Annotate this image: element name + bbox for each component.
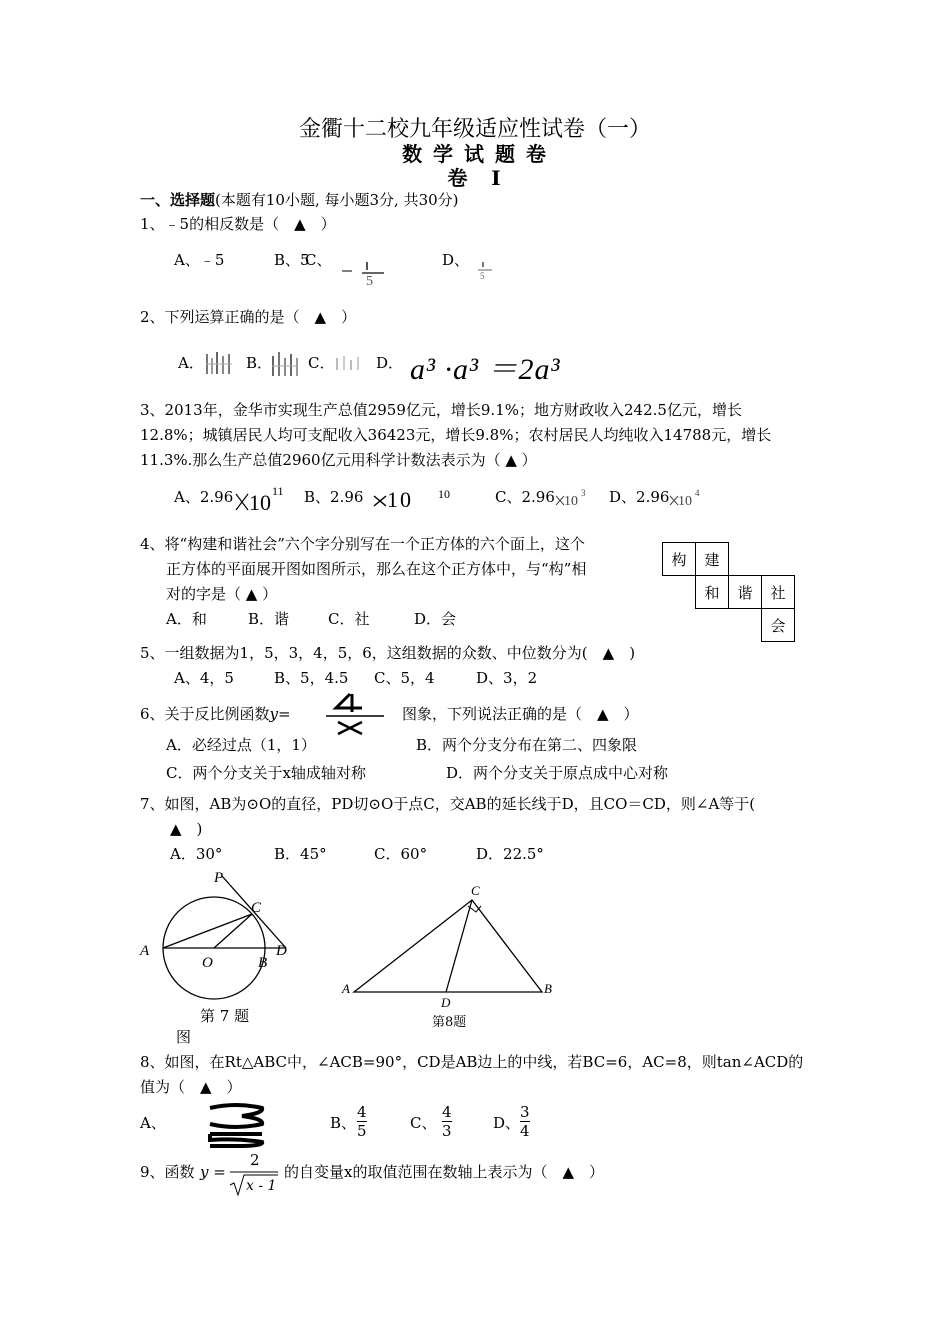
figure-8-right-triangle [330, 876, 570, 1010]
question-4-line1: 4、将“构建和谐社会”六个字分别写在一个正方体的六个面上，这个 [140, 535, 585, 553]
fig8-median-cd [446, 900, 472, 992]
q1-option-d: D、 [442, 251, 470, 269]
question-3-line3: 11.3%.那么生产总值2960亿元用科学计数法表示为（ ▲ ） [140, 451, 537, 469]
q8-option-a: A、 [140, 1114, 166, 1132]
fig8-label-b: B [544, 981, 552, 996]
q8-d-denominator: 4 [520, 1122, 530, 1140]
fig8-caption: 第8题 [432, 1015, 467, 1030]
fig7-label-c: C [251, 900, 262, 916]
question-6-stem [140, 704, 291, 724]
q2-b-formula-image [270, 350, 302, 378]
q3-option-b: B、2.96 [304, 488, 364, 506]
question-4-line3: 对的字是（ ▲ ） [166, 585, 278, 603]
question-4-line2: 正方体的平面展开图如图所示，那么在这个正方体中，与“构”相 [166, 560, 587, 578]
q8-d-fraction [520, 1103, 530, 1140]
fig7-label-o: O [202, 955, 213, 971]
svg-text:10: 10 [387, 487, 413, 512]
q5-option-d: D、3，2 [476, 669, 538, 687]
net-face-she: 社 [762, 576, 795, 609]
volume-title [0, 162, 950, 191]
section-heading [140, 190, 459, 210]
q4-option-b: B．谐 [248, 610, 290, 628]
q6-option-d: D．两个分支关于原点成中心对称 [446, 764, 669, 782]
q1-option-a: A、﹣5 [174, 251, 225, 269]
q6-option-c: C．两个分支关于x轴成轴对称 [166, 764, 366, 782]
q3-option-c: C、2.96 [495, 488, 555, 506]
q8-c-numerator: 4 [442, 1103, 452, 1121]
cube-net [662, 542, 795, 642]
svg-text:5: 5 [480, 271, 485, 280]
q2-option-d: D． [376, 354, 404, 372]
q8-c-denominator: 3 [442, 1122, 452, 1140]
question-9-pre: 9、函数 [140, 1163, 195, 1181]
net-face-he: 和 [696, 576, 729, 609]
svg-text:10: 10 [249, 490, 271, 514]
q1-option-b: B、5 [274, 251, 310, 269]
net-face-xie: 谐 [729, 576, 762, 609]
question-2-stem: 2、下列运算正确的是（ ▲ ） [140, 308, 357, 326]
q7-option-b: B．45° [274, 845, 327, 863]
q7-option-d: D．22.5° [476, 845, 544, 863]
q4-option-d: D．会 [414, 610, 457, 628]
net-face-jian: 建 [696, 543, 729, 576]
q1-d-fraction-image [474, 260, 498, 280]
question-3-line2: 12.8%；城镇居民人均可支配收入36423元，增长9.8%；农村居民人均纯收入14788元，增长 [140, 426, 772, 444]
svg-text:3: 3 [581, 488, 586, 498]
q8-b-numerator: 4 [357, 1103, 367, 1121]
subject-text: 数 学 试 题 卷 [402, 142, 548, 166]
q9-denominator: x - 1 [246, 1178, 277, 1194]
q2-a-formula-image [204, 350, 236, 378]
q3-c-sci-notation [554, 485, 596, 511]
q4-option-a: A．和 [166, 610, 207, 628]
q5-option-b: B、5，4.5 [274, 669, 349, 687]
svg-text:5: 5 [366, 274, 373, 286]
fig7-label-a: A [140, 943, 150, 959]
q3-b-sci-notation [372, 484, 468, 512]
q3-a-sci-notation [233, 480, 291, 514]
question-7-line1: 7、如图，AB为⊙O的直径，PD切⊙O于点C，交AB的延长线于D，且CO＝CD，则∠A等于( [140, 795, 756, 813]
question-5-stem: 5、一组数据为1，5，3，4，5，6，这组数据的众数、中位数分为( ▲ ) [140, 644, 636, 662]
q2-d-formula: a³ ·a³ ＝2a³ [410, 353, 561, 386]
q1-c-fraction-image [340, 258, 392, 286]
fig8-label-d: D [441, 995, 451, 1010]
q7-option-a: A．30° [170, 845, 223, 863]
question-9-post: 的自变量x的取值范围在数轴上表示为（ ▲ ） [284, 1163, 604, 1181]
q6-option-a: A．必经过点（1，1） [166, 736, 316, 754]
fig8-label-a: A [342, 981, 350, 996]
q8-option-b: B、 [330, 1114, 357, 1132]
net-face-gou: 构 [663, 543, 696, 576]
question-7-line2: ▲ ) [170, 820, 203, 838]
question-8-line2: 值为（ ▲ ） [140, 1078, 242, 1096]
q8-option-d: D、 [493, 1114, 521, 1132]
q9-y: y = [200, 1163, 226, 1181]
fig7-label-b: B [258, 955, 268, 971]
fig7-chord-ac [163, 914, 252, 948]
q8-b-fraction [357, 1103, 367, 1140]
q2-option-c: C． [308, 354, 335, 372]
q1-option-c: C、 [305, 251, 332, 269]
fig7-caption: 第 7 题 [200, 1007, 250, 1025]
q9-numerator: 2 [250, 1151, 260, 1169]
q6-option-b: B．两个分支分布在第二、四象限 [416, 736, 638, 754]
q7-option-c: C．60° [374, 845, 428, 863]
q2-option-a: A． [178, 354, 204, 372]
svg-text:10: 10 [678, 494, 692, 509]
svg-text:10: 10 [438, 487, 450, 501]
q2-option-b: B． [246, 354, 273, 372]
q8-a-fraction-image [202, 1100, 272, 1148]
q6-stem-post: 图象，下列说法正确的是（ ▲ ） [402, 705, 639, 723]
question-1-stem: 1、﹣5的相反数是（ ▲ ） [140, 215, 336, 233]
fig8-triangle [354, 900, 542, 992]
fig7-label-d: D [276, 943, 287, 959]
q6-stem-var: y= [269, 705, 291, 723]
title-text: 金衢十二校九年级适应性试卷（一） [298, 117, 651, 142]
question-8-line1: 8、如图，在Rt△ABC中，∠ACB=90°，CD是AB边上的中线，若BC=6，AC=8，则tan∠ACD的 [140, 1053, 804, 1071]
net-face-hui: 会 [762, 609, 795, 642]
q5-option-c: C、5，4 [374, 669, 435, 687]
q8-d-numerator: 3 [520, 1103, 530, 1121]
section-label: 一、选择题 [140, 191, 216, 209]
q5-option-a: A、4，5 [174, 669, 234, 687]
fig7-caption-cont: 图 [176, 1028, 192, 1046]
q8-b-denominator: 5 [357, 1122, 367, 1140]
svg-text:10: 10 [564, 494, 578, 509]
svg-text:4: 4 [695, 488, 700, 498]
q3-d-sci-notation [668, 485, 710, 511]
q2-c-formula-image [334, 354, 364, 374]
q3-option-a: A、2.96 [174, 488, 234, 506]
q3-option-d: D、2.96 [609, 488, 670, 506]
section-note: (本题有10小题, 每小题3分, 共30分) [215, 191, 459, 209]
q8-c-fraction [442, 1103, 452, 1140]
fig7-label-p: P [214, 870, 224, 886]
volume-text: 卷 Ⅰ [447, 166, 503, 190]
q6-stem-pre: 6、关于反比例函数 [140, 705, 270, 723]
svg-text:11: 11 [272, 484, 284, 498]
question-3-line1: 3、2013年，金华市实现生产总值2959亿元，增长9.1%；地方财政收入242.5亿元，增长 [140, 401, 742, 419]
q4-option-c: C．社 [328, 610, 370, 628]
fig7-radius-oc [214, 914, 252, 948]
fig8-label-c: C [471, 883, 480, 898]
q6-fraction-4-over-x [322, 690, 388, 738]
q8-option-c: C、 [410, 1114, 437, 1132]
